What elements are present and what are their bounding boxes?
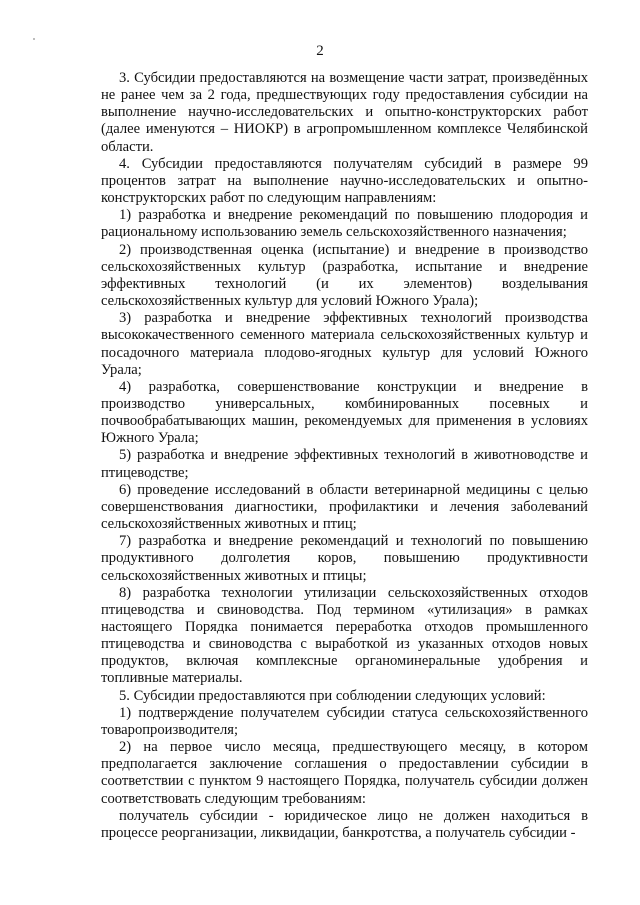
document-body: [101, 70, 588, 842]
direction-item-3: 3) разработка и внедрение эффективных технологий производства высококачественного семенного материала сельскохозяйственных культур и посадочного материала плодово-ягодных культур для условий Южного Урала;: [101, 310, 588, 378]
direction-item-4: 4) разработка, совершенствование конструкции и внедрение в производство универсальных, комбинированных посевных и почвообрабатывающих машин, рекомендуемых для применения в условиях Южного Урала;: [101, 378, 588, 447]
direction-item-5: 5) разработка и внедрение эффективных технологий в животноводстве и птицеводстве;: [101, 447, 588, 481]
requirement-paragraph: получатель субсидии - юридическое лицо не должен находиться в процессе реорганизации, ликвидации, банкротства, а получатель субсидии -: [101, 807, 588, 841]
paragraph-5-conditions: 5. Субсидии предоставляются при соблюдении следующих условий:: [119, 687, 546, 704]
direction-item-2: 2) производственная оценка (испытание) и внедрение в производство сельскохозяйственных культур (разработка, испытание и внедрение эффективных технологий (и их элементов) возделывания сельскохозяйственных культур для условий Южного Урала);: [101, 241, 588, 310]
direction-item-8: 8) разработка технологии утилизации сельскохозяйственных отходов птицеводства и свиноводства. Под термином «утилизация» в рамках настоящего Порядка понимается переработка отходов промышленного птицеводства и свиноводства с выработкой из указанных отходов новых продуктов, включая комплексные органоминеральные удобрения и топливные материалы.: [101, 584, 588, 687]
direction-item-7: 7) разработка и внедрение рекомендаций и технологий по повышению продуктивного долголетия коров, повышению продуктивности сельскохозяйственных животных и птицы;: [101, 533, 588, 584]
scan-artifact-dot: [33, 38, 35, 40]
condition-item-1: 1) подтверждение получателем субсидии статуса сельскохозяйственного товаропроизводителя;: [101, 704, 588, 738]
direction-item-6: 6) проведение исследований в области ветеринарной медицины с целью совершенствования диагностики, профилактики и лечения заболеваний сельскохозяйственных животных и птиц;: [101, 481, 588, 533]
page-number: 2: [316, 43, 324, 59]
condition-item-2: 2) на первое число месяца, предшествующего месяцу, в котором предполагается заключение соглашения о предоставлении субсидии в соответствии с пунктом 9 настоящего Порядка, получатель субсидии должен соответствовать следующим требованиям:: [101, 739, 588, 807]
paragraph-3-subsidies-purpose: 3. Субсидии предоставляются на возмещение части затрат, произведённых не ранее чем за 2 года, предшествующих году предоставления субсидии на выполнение научно-исследовательских и опытно-конструкторских работ (далее именуются – НИОКР) в агропромышленном комплексе Челябинской области.: [101, 70, 588, 155]
direction-item-1: 1) разработка и внедрение рекомендаций по повышению плодородия и рациональному использованию земель сельскохозяйственного назначения;: [101, 207, 588, 241]
paragraph-4-subsidy-amount: 4. Субсидии предоставляются получателям субсидий в размере 99 процентов затрат на выполнение научно-исследовательских и опытно-конструкторских работ по следующим направлениям:: [101, 155, 588, 207]
